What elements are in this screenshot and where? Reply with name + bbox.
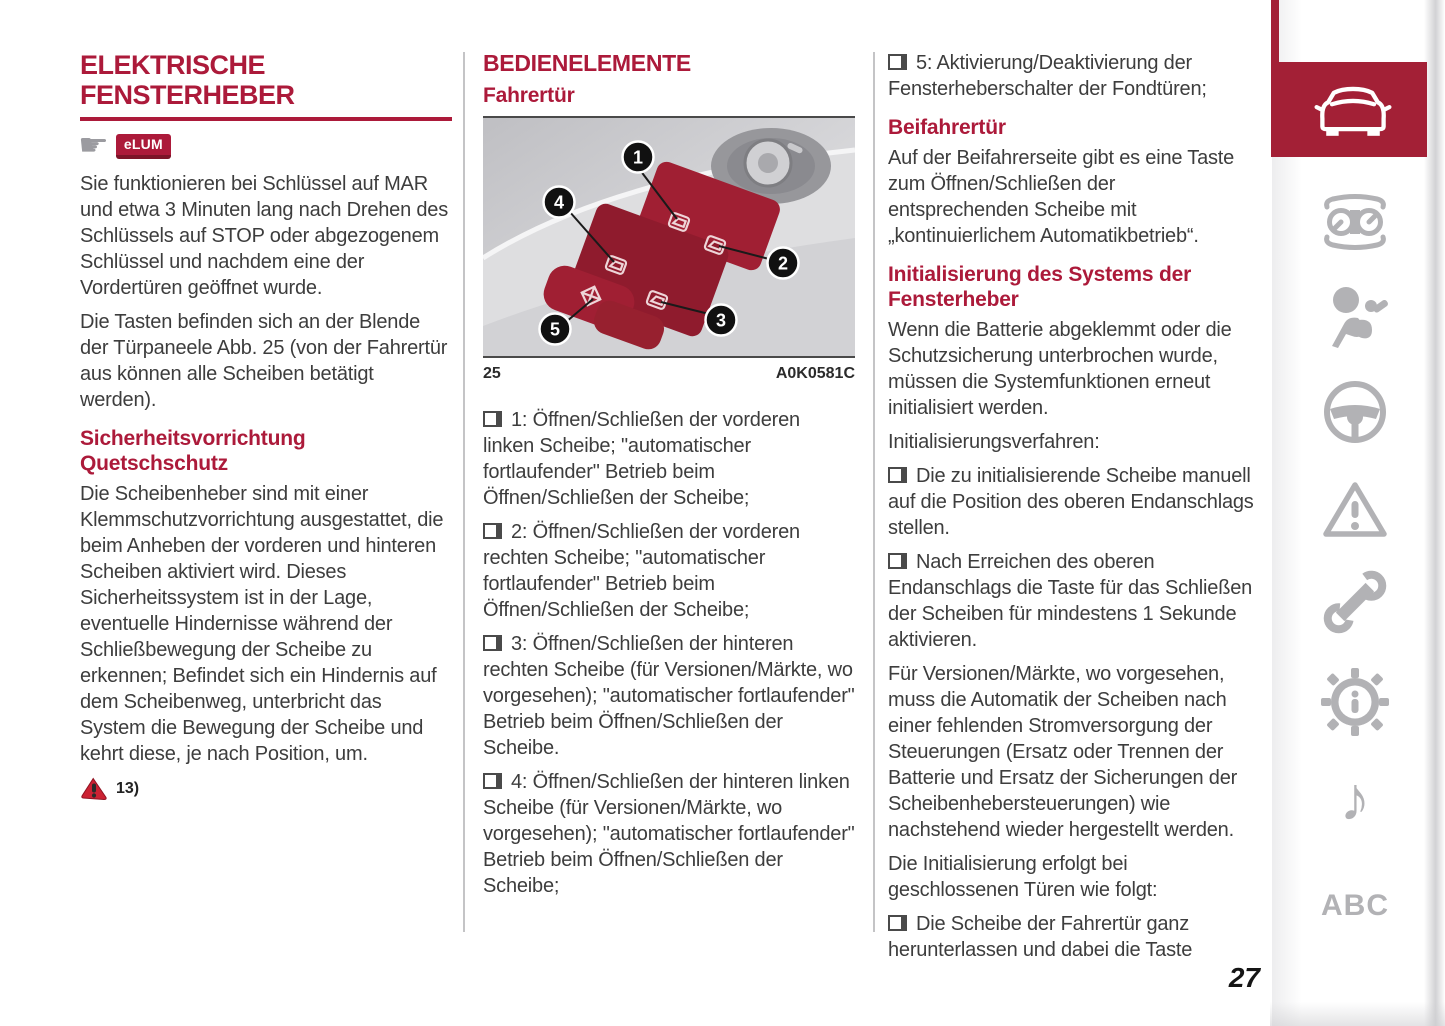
sidebar-index [1305,866,1405,946]
column-3 [888,50,1260,971]
page-title: ELEKTRISCHE FENSTERHEBER [80,50,452,121]
elum-badge: eLUM [116,134,171,159]
bullet-text: 5: Aktivierung/Deaktivierung der Fensterheberschalter der Fondtüren; [888,52,1207,100]
callout-5 [540,314,571,345]
svg-text:5: 5 [549,319,561,340]
paragraph: Die Initialisierung erfolgt bei geschlossenen Türen wie folgt: [888,853,1158,901]
sidebar-warning [1305,470,1405,550]
music-note-icon: ♪ [1339,765,1371,834]
subheading: Initialisierung des Systems der Fensterheber [888,263,1192,311]
subheading: Beifahrertür [888,116,1006,139]
bullet-item [888,549,1260,653]
sidebar-service [1305,562,1405,642]
callout-2 [768,248,799,279]
steering-wheel-icon [1322,379,1388,445]
sidebar-info [1305,662,1405,742]
wrench-icon [1320,565,1390,639]
square-bullet-icon [483,523,502,539]
bullet-item [483,407,855,511]
square-bullet-icon [483,411,502,427]
warning-reference [80,777,452,801]
page-edge-shading-right [1424,0,1445,1026]
paragraph: Sie funktionieren bei Schlüssel auf MAR und etwa 3 Minuten lang nach Drehen des Schlüssels auf STOP oder abgezogenem Schlüssel und nachdem eine der Vordertüren geöffnet wurde. [80,173,449,299]
bullet-item [483,769,855,899]
figure-caption [483,365,855,383]
bullet-item [483,631,855,761]
chapter-strip [1271,0,1279,157]
subheading: Sicherheitsvorrichtung Quetschschutz [80,427,306,475]
paragraph: Auf der Beifahrerseite gibt es eine Taste zum Öffnen/Schließen der entsprechenden Scheibe mit „kontinuierlichem Automatikbetrieb“. [888,147,1235,247]
page-number: 27 [1228,962,1260,993]
dashboard-icon [1319,191,1391,253]
column-separator [873,52,875,932]
bullet-text: 3: Öffnen/Schließen der hinteren rechten Scheibe (für Versionen/Märkte, wo vorgesehen); "automatischer fortlaufender" Betrieb beim Öffnen/Schließen der Scheibe. [483,633,855,759]
paragraph: Die Scheibenheber sind mit einer Klemmschutzvorrichtung ausgestattet, die beim Anheben der vorderen und hinteren Scheiben aktiviert wird. Dieses Sicherheitssystem ist in der Lage, eventuelle Hindernisse während der Schließbewegung der Scheibe zu erkennen; Befindet sich ein Hindernis auf dem Scheibenweg, unterbricht das System die Bewegung der Scheibe und kehrt diese, je nach Position, um. [80,483,444,765]
bullet-item [888,911,1260,963]
warning-number: 13) [116,780,140,797]
door-panel-figure [483,116,855,358]
section-heading: BEDIENELEMENTE [483,50,691,76]
figure-number: 25 [483,365,501,382]
square-bullet-icon [888,915,907,931]
bullet-text: 4: Öffnen/Schließen der hinteren linken Scheibe (für Versionen/Märkte, wo vorgesehen); "automatischer fortlaufender" Betrieb beim Öffnen/Schließen der Scheibe; [483,771,855,897]
bullet-item [888,463,1260,541]
bullet-text: 1: Öffnen/Schließen der vorderen linken Scheibe; "automatischer fortlaufender" Betrieb beim Öffnen/Schließen der Scheibe; [483,409,800,509]
square-bullet-icon [888,54,907,70]
paragraph: Initialisierungsverfahren: [888,431,1100,453]
paragraph: Die Tasten befinden sich an der Blende der Türpaneele Abb. 25 (von der Fahrertür aus können alle Scheiben betätigt werden). [80,311,448,411]
paragraph: Wenn die Batterie abgeklemmt oder die Schutzsicherung unterbrochen wurde, müssen die Systemfunktionen erneut initialisiert werden. [888,319,1232,419]
square-bullet-icon [483,635,502,651]
page-edge-shading-bottom [1270,1002,1445,1026]
sidebar-audio [1305,760,1405,840]
chapter-tab-active [1279,62,1427,157]
airbag-icon [1322,284,1388,352]
warning-triangle-icon [1320,479,1390,541]
column-separator [463,52,465,932]
callout-4 [544,187,575,218]
square-bullet-icon [888,553,907,569]
reference-icon-row [77,129,452,162]
warning-triangle-red-icon [80,777,108,801]
square-bullet-icon [888,467,907,483]
callout-1 [623,142,654,173]
square-bullet-icon [483,773,502,789]
info-gear-icon [1319,666,1391,738]
subheading: Fahrertür [483,84,575,107]
bullet-text: 2: Öffnen/Schließen der vorderen rechten Scheibe; "automatischer fortlaufender" Betrieb beim Öffnen/Schließen der Scheibe; [483,521,800,621]
bullet-text: Die Scheibe der Fahrertür ganz herunterlassen und dabei die Taste [888,913,1193,961]
abc-index-label: ABC [1321,889,1389,922]
paragraph: Für Versionen/Märkte, wo vorgesehen, muss die Automatik der Scheiben nach einer fehlenden Stromversorgung der Steuerungen (Ersatz oder Trennen der Batterie und Ersatz der Sicherungen der Scheibenhebersteuerungen) wie nachstehend wieder hergestellt werden. [888,663,1238,841]
figure-code: A0K0581C [775,365,855,382]
bullet-item [483,519,855,623]
bullet-item [888,50,1260,102]
sidebar-airbag [1305,278,1405,358]
car-front-icon [1309,79,1397,141]
column-1 [77,50,452,801]
svg-text:3: 3 [715,310,727,331]
sidebar-steering [1305,372,1405,452]
svg-text:4: 4 [553,192,565,213]
column-2 [483,50,855,907]
bullet-text: Die zu initialisierende Scheibe manuell auf die Position des oberen Endanschlags stellen. [888,465,1254,539]
sidebar-dashboard [1305,182,1405,262]
callout-3 [706,305,737,336]
svg-text:2: 2 [777,253,789,274]
svg-text:1: 1 [632,147,644,168]
bullet-text: Nach Erreichen des oberen Endanschlags die Taste für das Schließen der Scheiben für mindestens 1 Sekunde aktivieren. [888,551,1253,651]
door-panel-photo [483,118,855,356]
pointing-hand-icon: ☛ [77,129,109,162]
